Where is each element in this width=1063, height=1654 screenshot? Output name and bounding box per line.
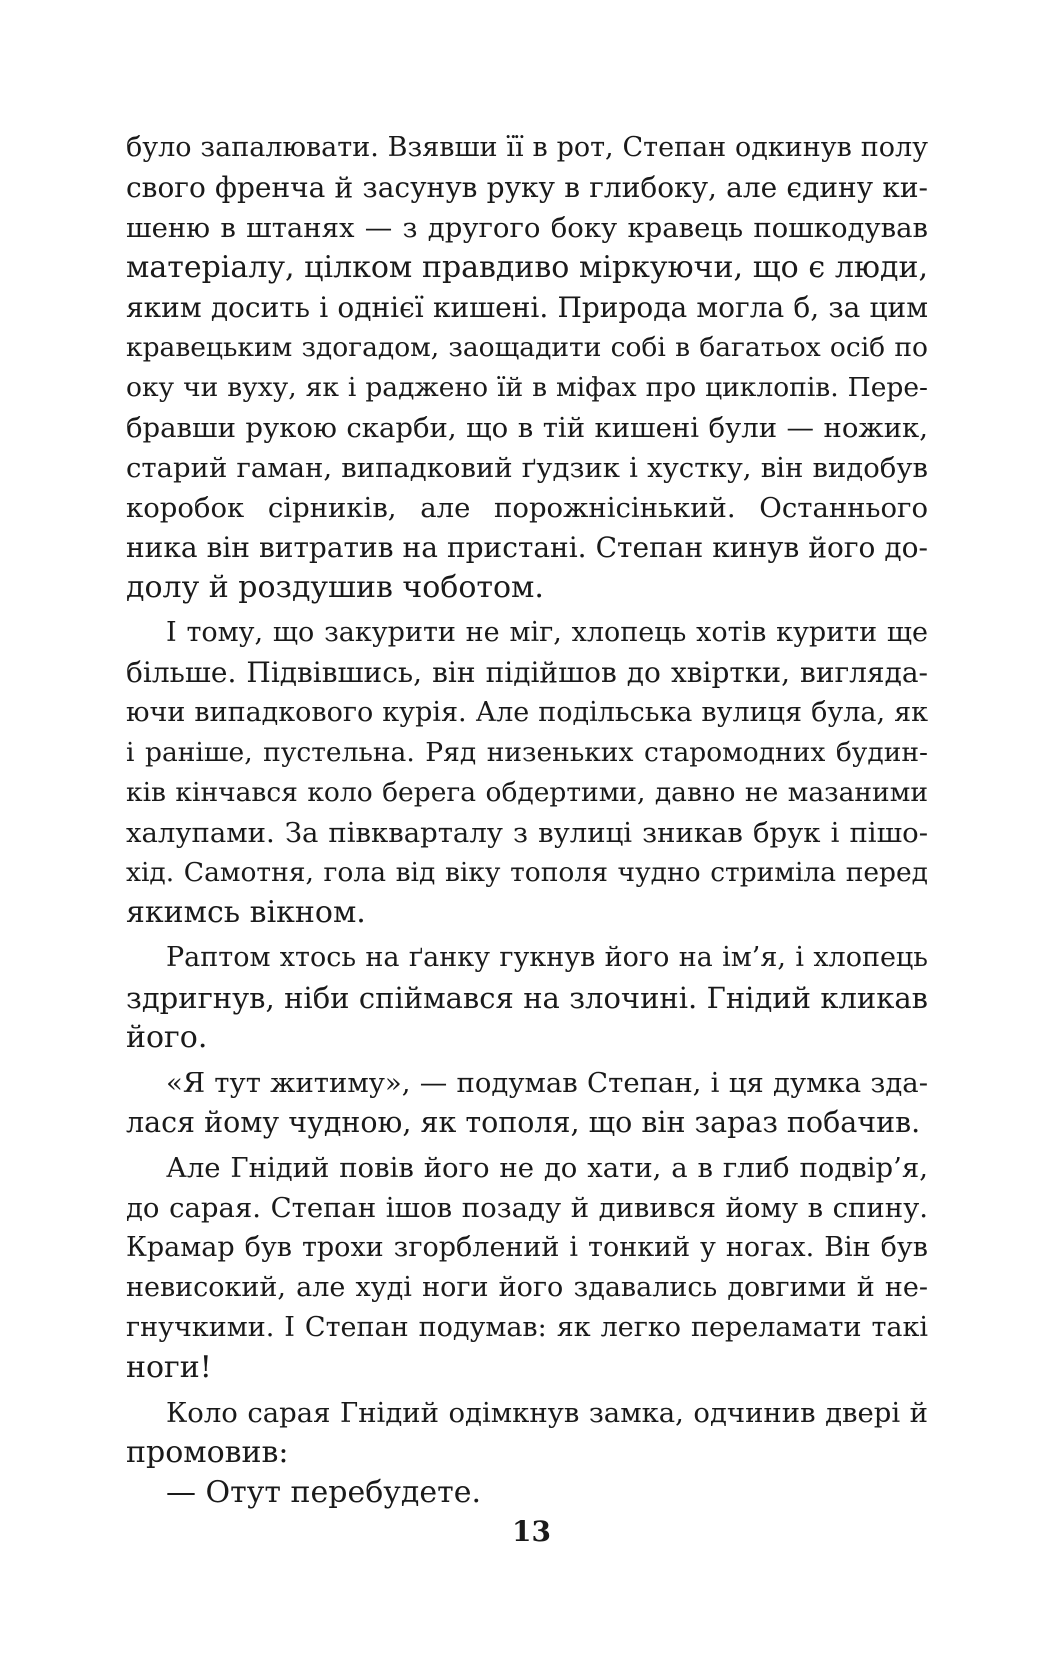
text-line: Коло сарая Гнідий одімкнув замка, одчинив двері й <box>166 1397 928 1429</box>
text-line: шеню в штанях — з другого боку кравець пошкодував <box>126 212 928 244</box>
text-line: Раптом хтось на ґанку гукнув його на ім’я, і хлопець <box>166 942 928 973</box>
text-line: і раніше, пустельна. Ряд низеньких старомодних будин- <box>126 737 928 768</box>
text-line: гнучкими. І Степан подумав: як легко переламати такі <box>126 1312 928 1343</box>
text-line: ноги! <box>126 1350 212 1385</box>
text-line: ника він витратив на пристані. Степан кинув його до- <box>126 531 928 564</box>
text-line: бравши рукою скарби, що в тій кишені були — ножик, <box>126 412 928 444</box>
paragraph <box>126 613 928 933</box>
text-line: Крамар був трохи згорблений і тонкий у ногах. Він був <box>126 1232 928 1263</box>
text-line: свого френча й засунув руку в глибоку, але єдину ки- <box>126 171 928 204</box>
text-line: хід. Самотня, гола від віку тополя чудно стриміла перед <box>126 857 928 888</box>
text-line: халупами. За півкварталу з вулиці зникав брук і пішо- <box>126 817 928 849</box>
paragraph <box>126 1148 928 1388</box>
text-line: матеріалу, цілком правдиво міркуючи, що є люди, <box>126 250 928 285</box>
text-line: його. <box>126 1020 208 1055</box>
body-text <box>126 128 928 1513</box>
paragraph <box>126 1473 928 1513</box>
text-line: долу й роздушив чоботом. <box>126 570 544 605</box>
text-line: ючи випадкового курія. Але подільська вулиця була, як <box>126 697 928 728</box>
text-line: «Я тут житиму», — подумав Степан, і ця думка зда- <box>166 1067 928 1099</box>
text-line: коробок сірників, але порожнісінький. Останнього <box>126 492 928 524</box>
text-line: І тому, що закурити не міг, хлопець хотів курити ще <box>166 617 928 648</box>
text-line: якимсь вікном. <box>126 895 366 930</box>
paragraph <box>126 938 928 1058</box>
text-line: було запалювати. Взявши її в рот, Степан одкинув полу <box>126 132 928 163</box>
text-line: більше. Підвівшись, він підійшов до хвіртки, вигляда- <box>126 656 928 689</box>
text-line: невисокий, але худі ноги його здавались довгими й не- <box>126 1272 928 1303</box>
text-line: кравецьким здогадом, заощадити собі в багатьох осіб по <box>126 332 928 363</box>
text-line: до сарая. Степан ішов позаду й дивився йому в спину. <box>126 1192 928 1224</box>
text-line: старий гаман, випадковий ґудзик і хустку, він видобув <box>126 452 928 484</box>
paragraph <box>126 1393 928 1473</box>
text-line: Але Гнідий повів його не до хати, а в глиб подвір’я, <box>166 1152 928 1184</box>
text-line: промовив: <box>126 1435 289 1470</box>
text-line: яким досить і однієї кишені. Природа могла б, за цим <box>126 291 928 324</box>
paragraph <box>126 128 928 608</box>
text-line: ків кінчався коло берега обдертими, давно не мазаними <box>126 777 928 808</box>
text-line: лася йому чудною, як тополя, що він зараз побачив. <box>126 1106 921 1139</box>
text-line: оку чи вуху, як і раджено їй в міфах про циклопів. Пере- <box>126 372 928 403</box>
text-line: — Отут перебудете. <box>166 1475 482 1510</box>
page-number: 13 <box>512 1515 551 1548</box>
paragraph <box>126 1063 928 1143</box>
text-line: здригнув, ніби спіймався на злочині. Гнідий кликав <box>126 981 928 1015</box>
